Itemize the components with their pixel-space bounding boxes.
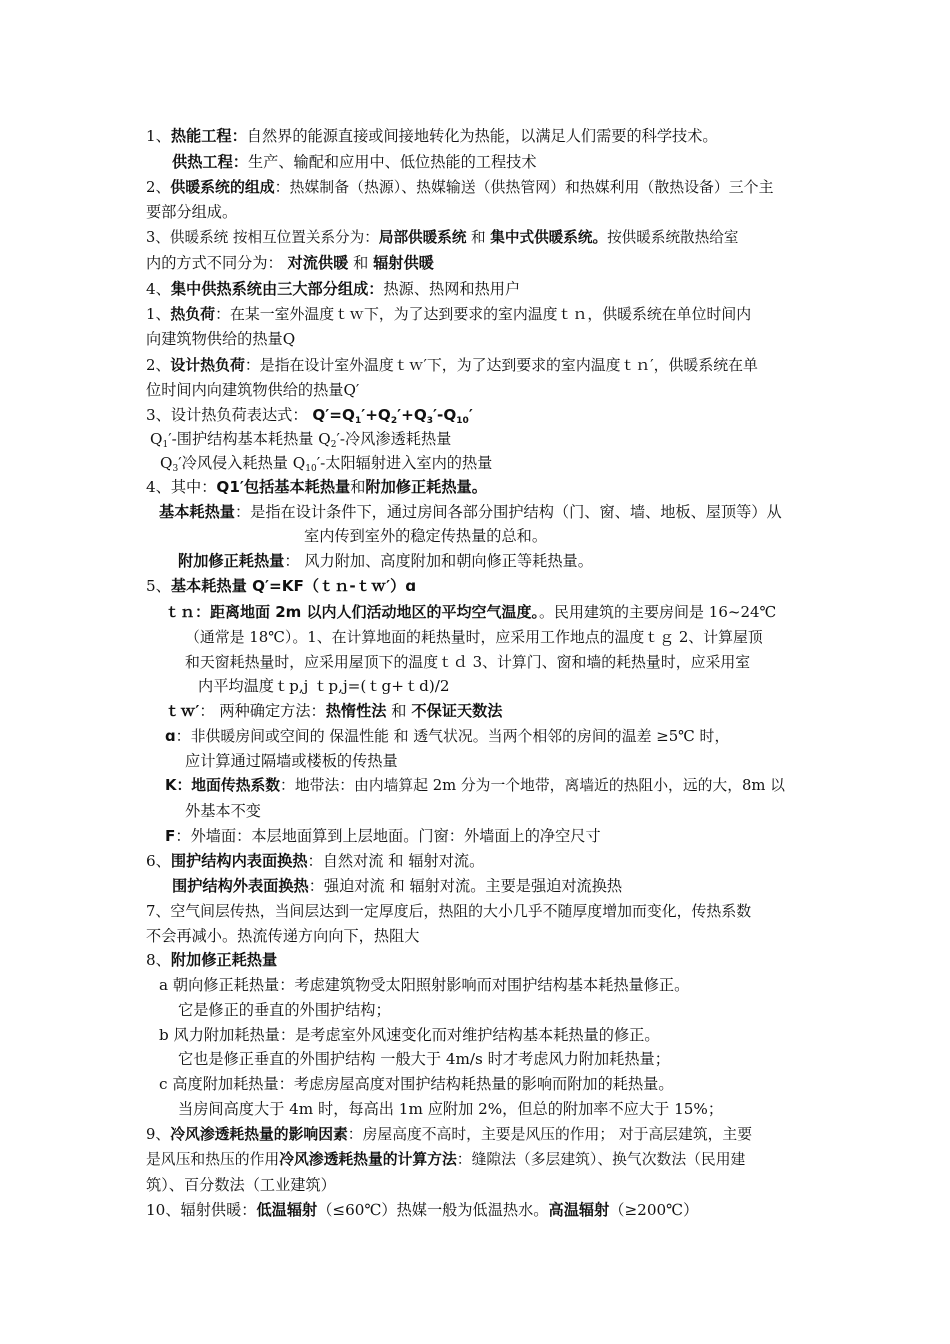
- line-11: 位时间内向建筑物供给的热量Q′: [146, 381, 360, 399]
- line-28: 外基本不变: [185, 802, 261, 820]
- line-36: 它是修正的垂直的外围护结构；: [178, 1001, 391, 1019]
- line-14: $Q_3'$冷风侵入耗热量 $Q_{10}'-$太阳辐射进入室内的热量: [160, 454, 493, 474]
- line-32: 7、空气间层传热，当间层达到一定厚度后，热阻的大小几乎不随厚度增加而变化，传热系数: [146, 902, 752, 920]
- line-21: （通常是 18℃）。1、在计算地面的耗热量时，应采用工作地点的温度ｔｇ 2、计算屋顶: [185, 628, 763, 646]
- line-33: 不会再减小。热流传递方向向下，热阻大: [146, 927, 420, 945]
- line-17: 室内传到室外的稳定传热量的总和。: [304, 527, 547, 545]
- line-1: 1、热能工程：自然界的能源直接或间接地转化为热能，以满足人们需要的科学技术。: [146, 127, 718, 145]
- line-39: c 高度附加耗热量：考虑房屋高度对围护结构耗热量的影响而附加的耗热量。: [159, 1075, 674, 1093]
- line-10: 2、设计热负荷：是指在设计室外温度ｔｗ′下，为了达到要求的室内温度ｔｎ′，供暖系统在单: [146, 356, 758, 374]
- line-8: 1、热负荷：在某一室外温度ｔｗ下，为了达到要求的室内温度ｔｎ，供暖系统在单位时间内: [146, 305, 752, 323]
- line-18: 附加修正耗热量： 风力附加、高度附加和朝向修正等耗热量。: [178, 552, 593, 570]
- line-19: 5、基本耗热量 Q′=KF（ｔｎ-ｔｗ′）ɑ: [146, 577, 417, 595]
- line-43: 筑）、百分数法（工业建筑）: [146, 1176, 336, 1194]
- line-9: 向建筑物供给的热量Q: [146, 330, 296, 348]
- line-42: 是风压和热压的作用冷风渗透耗热量的计算方法：缝隙法（多层建筑）、换气次数法（民用建: [146, 1151, 746, 1168]
- line-5: 3、供暖系统 按相互位置关系分为：局部供暖系统 和 集中式供暖系统。按供暖系统散热给室: [146, 229, 739, 246]
- line-15: 4、其中：Q1′包括基本耗热量和附加修正耗热量。: [146, 478, 487, 496]
- line-16: 基本耗热量：是指在设计条件下，通过房间各部分围护结构（门、窗、墙、地板、屋顶等）从: [159, 503, 782, 521]
- line-29: F：外墙面：本层地面算到上层地面。门窗：外墙面上的净空尺寸: [165, 827, 601, 845]
- line-41: 9、冷风渗透耗热量的影响因素：房屋高度不高时，主要是风压的作用； 对于高层建筑，主要: [146, 1126, 753, 1143]
- line-22: 和天窗耗热量时，应采用屋顶下的温度ｔｄ 3、计算门、窗和墙的耗热量时，应采用室: [185, 653, 751, 671]
- line-7: 4、集中供热系统由三大部分组成：热源、热网和热用户: [146, 280, 521, 298]
- line-12: 3、设计热负荷表达式： $Q'=Q_1'+Q_2'+Q_3'-Q_{10}'$: [146, 406, 473, 426]
- line-44: 10、辐射供暖：低温辐射（≤60℃）热媒一般为低温热水。高温辐射（≥200℃）: [146, 1201, 699, 1219]
- line-34: 8、附加修正耗热量: [146, 951, 278, 969]
- line-40: 当房间高度大于 4m 时，每高出 1m 应附加 2%，但总的附加率不应大于 15%；: [178, 1100, 724, 1118]
- line-13: $Q_1'-$围护结构基本耗热量 $Q_2'-$冷风渗透耗热量: [150, 430, 452, 450]
- line-4: 要部分组成。: [146, 203, 238, 221]
- line-23: 内平均温度ｔp,j ｔp,j=(ｔg+ｔd)/2: [198, 677, 450, 695]
- line-38: 它也是修正垂直的外围护结构 一般大于 4m/s 时才考虑风力附加耗热量；: [178, 1050, 670, 1068]
- line-25: ɑ：非供暖房间或空间的 保温性能 和 透气状况。当两个相邻的房间的温差 ≥5℃ 时，: [165, 727, 730, 745]
- line-3: 2、供暖系统的组成：热媒制备（热源）、热媒输送（供热管网）和热媒利用（散热设备）三个主: [146, 178, 774, 196]
- line-2: 供热工程：生产、输配和应用中、低位热能的工程技术: [172, 153, 537, 171]
- line-20: ｔｎ：距离地面 2m 以内人们活动地区的平均空气温度。。民用建筑的主要房间是 16~24℃: [165, 603, 777, 621]
- line-24: ｔｗ′： 两种确定方法：热惰性法 和 不保证天数法: [165, 702, 503, 720]
- line-30: 6、围护结构内表面换热：自然对流 和 辐射对流。: [146, 852, 485, 870]
- line-26: 应计算通过隔墙或楼板的传热量: [185, 752, 398, 770]
- line-35: a 朝向修正耗热量：考虑建筑物受太阳照射影响而对围护结构基本耗热量修正。: [159, 976, 690, 994]
- line-31: 围护结构外表面换热：强迫对流 和 辐射对流。主要是强迫对流换热: [172, 877, 623, 895]
- line-37: b 风力附加耗热量：是考虑室外风速变化而对维护结构基本耗热量的修正。: [159, 1026, 660, 1044]
- line-6: 内的方式不同分为： 对流供暖 和 辐射供暖: [146, 254, 434, 272]
- line-27: K：地面传热系数：地带法：由内墙算起 2m 分为一个地带，离墙近的热阻小，远的大，8m 以: [165, 777, 785, 794]
